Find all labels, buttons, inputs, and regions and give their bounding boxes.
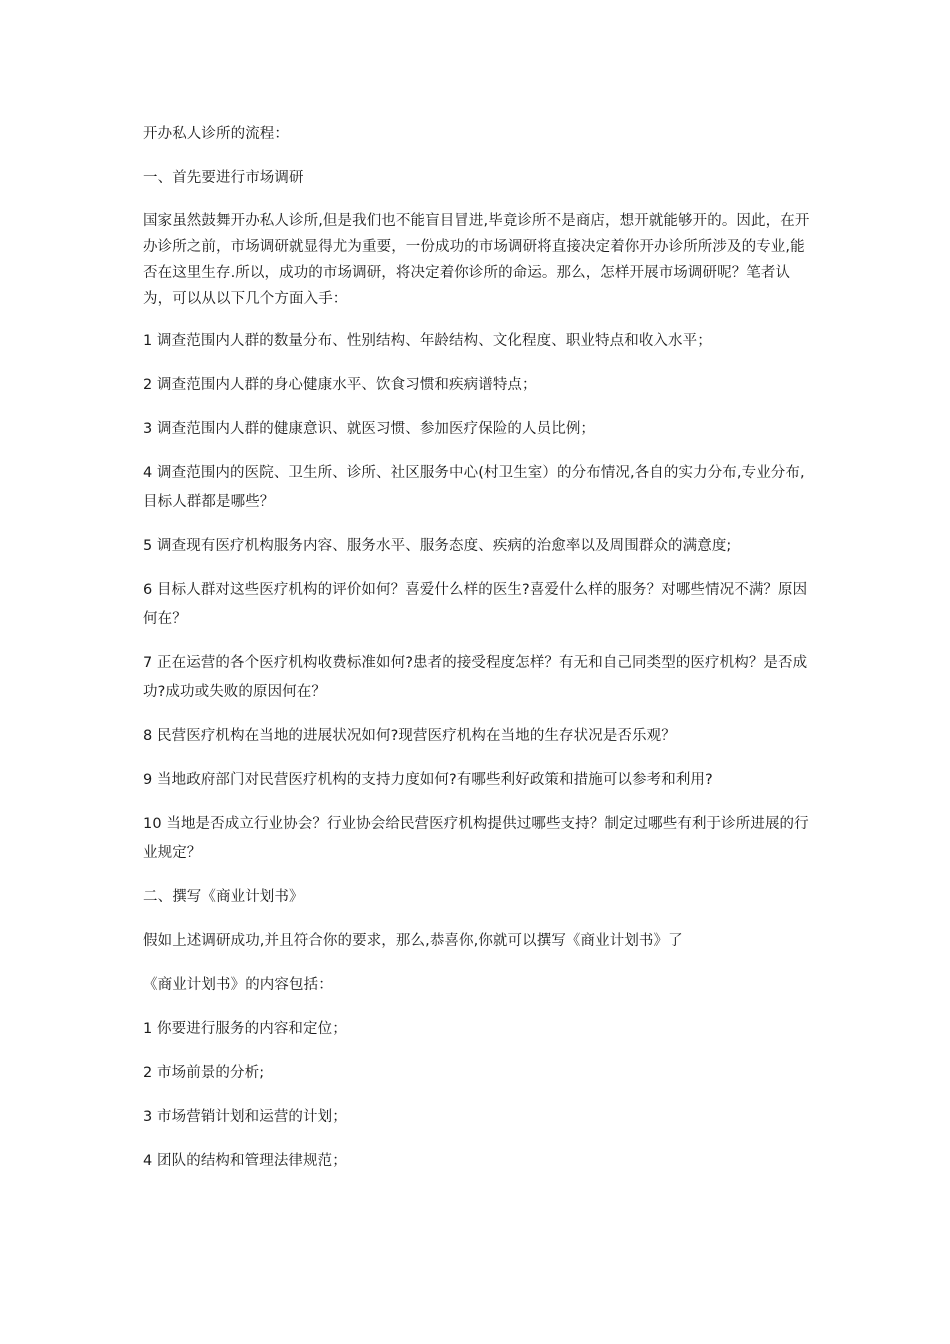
list-item: 3 市场营销计划和运营的计划；: [143, 1109, 347, 1125]
intro-paragraph: 国家虽然鼓舞开办私人诊所,但是我们也不能盲目冒进,毕竟诊所不是商店，想开就能够开的。因此，在开办诊所之前，市场调研就显得尤为重要，一份成功的市场调研将直接决定着你开办诊所所涉及的专业,能否在这里生存.所以，成功的市场调研，将决定着你诊所的命运。那么，怎样开展市场调研呢？笔者认为，可以从以下几个方面入手：: [143, 213, 810, 307]
section-heading-2: 二、撰写《商业计划书》: [143, 889, 304, 905]
section-heading-1: 一、首先要进行市场调研: [143, 170, 304, 186]
list-item: 2 调查范围内人群的身心健康水平、饮食习惯和疾病谱特点；: [143, 377, 537, 393]
list-item: 1 你要进行服务的内容和定位；: [143, 1021, 347, 1037]
paragraph: 《商业计划书》的内容包括：: [143, 977, 333, 993]
document-title: 开办私人诊所的流程：: [143, 126, 289, 142]
list-item: 9 当地政府部门对民营医疗机构的支持力度如何?有哪些利好政策和措施可以参考和利用?: [143, 772, 713, 788]
paragraph: 假如上述调研成功,并且符合你的要求，那么,恭喜你,你就可以撰写《商业计划书》了: [143, 933, 683, 949]
list-item: 10 当地是否成立行业协会？行业协会给民营医疗机构提供过哪些支持？制定过哪些有利于诊所进展的行业规定？: [143, 816, 809, 861]
list-item: 6 目标人群对这些医疗机构的评价如何？喜爱什么样的医生?喜爱什么样的服务？对哪些情况不满？原因何在？: [143, 582, 808, 627]
list-item: 3 调查范围内人群的健康意识、就医习惯、参加医疗保险的人员比例；: [143, 421, 596, 437]
list-item: 7 正在运营的各个医疗机构收费标准如何?患者的接受程度怎样？有无和自己同类型的医疗机构？是否成功?成功或失败的原因何在？: [143, 655, 808, 700]
list-item: 2 市场前景的分析;: [143, 1065, 265, 1081]
list-item: 4 调查范围内的医院、卫生所、诊所、社区服务中心(村卫生室）的分布情况,各自的实力分布,专业分布,目标人群都是哪些？: [143, 465, 805, 510]
document-body: [143, 120, 815, 1191]
list-item: 4 团队的结构和管理法律规范；: [143, 1153, 347, 1169]
list-item: 1 调查范围内人群的数量分布、性别结构、年龄结构、文化程度、职业特点和收入水平；: [143, 333, 712, 349]
list-item: 8 民营医疗机构在当地的进展状况如何?现营医疗机构在当地的生存状况是否乐观？: [143, 728, 676, 744]
list-item: 5 调查现有医疗机构服务内容、服务水平、服务态度、疾病的治愈率以及周围群众的满意度;: [143, 538, 732, 554]
